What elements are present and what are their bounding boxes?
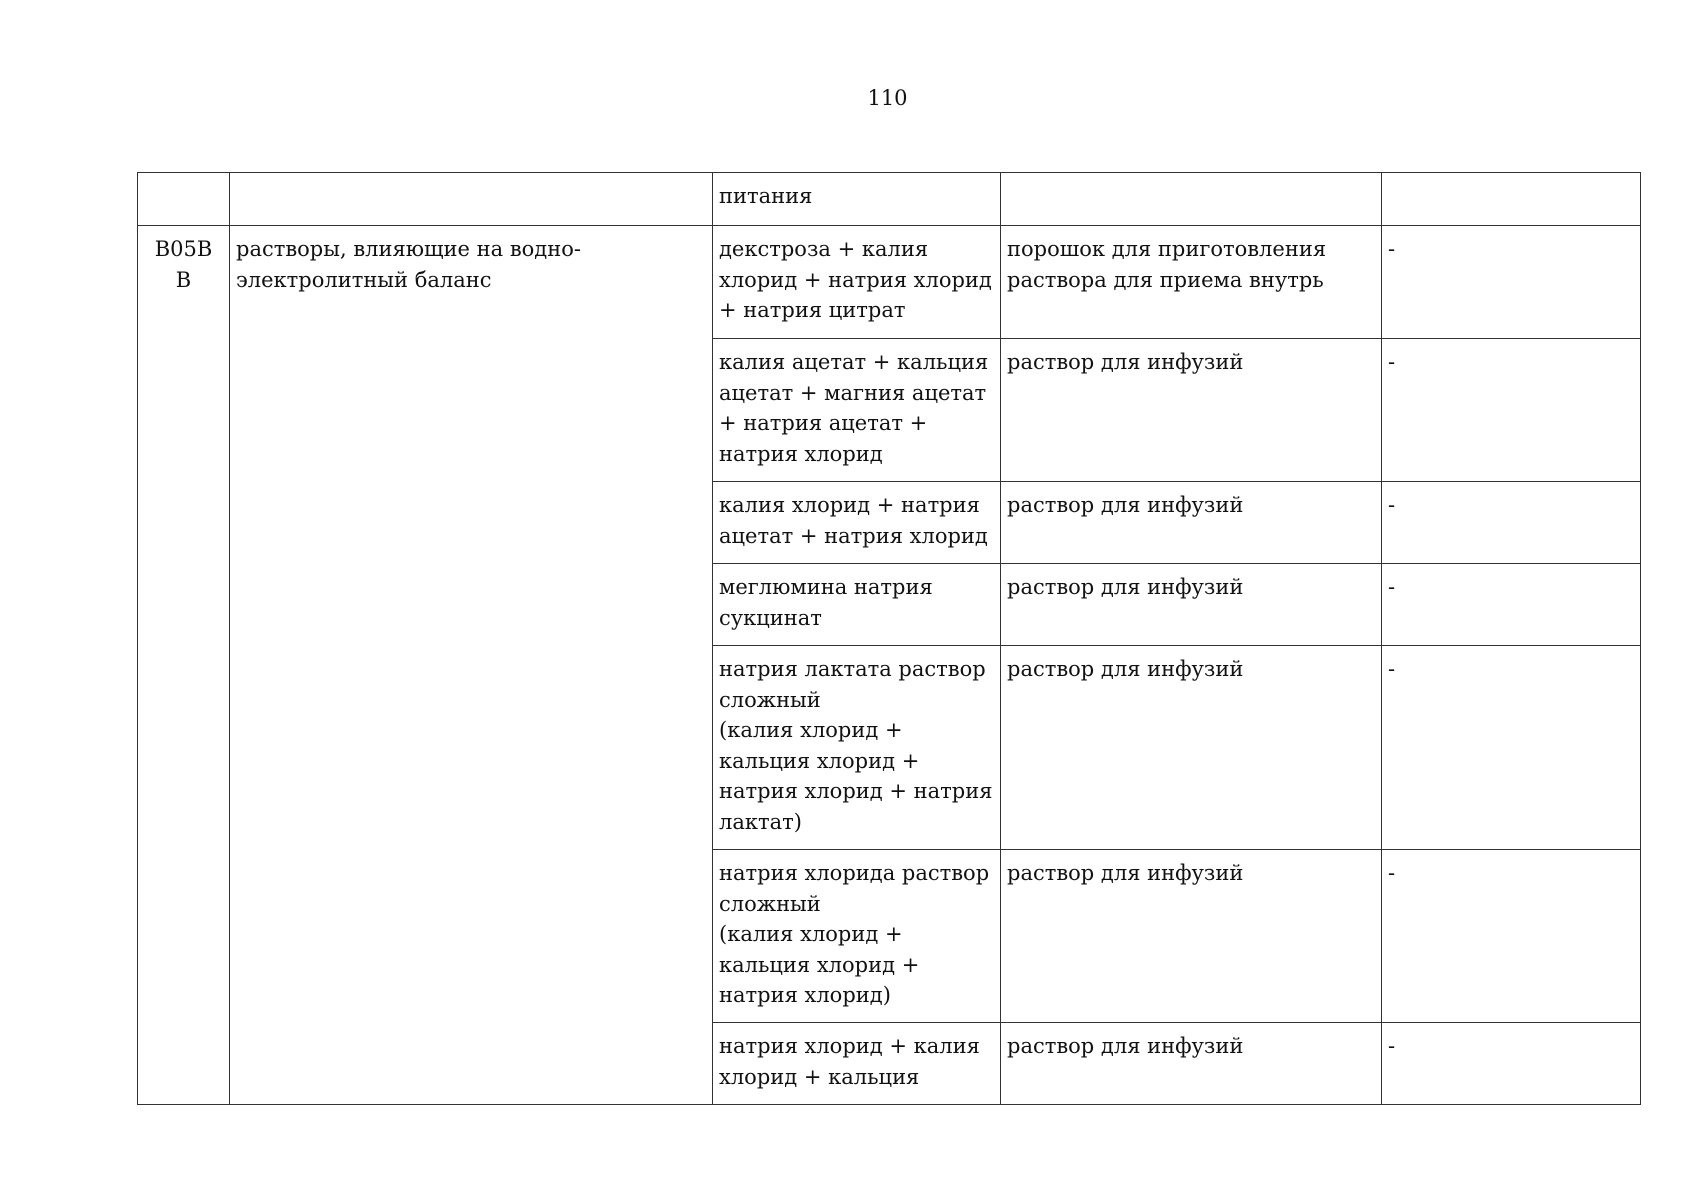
drug-name-cell	[713, 173, 1001, 226]
drug-name-cell	[713, 1023, 1001, 1105]
extra-cell	[1382, 226, 1641, 339]
dosage-form-cell	[1001, 646, 1382, 850]
dosage-form-line: порошок для приготовления	[1007, 237, 1327, 261]
drug-name-line: натрия хлорид + калия	[719, 1034, 980, 1058]
extra-value: -	[1388, 1034, 1396, 1058]
dosage-form-line: раствор для инфузий	[1007, 350, 1244, 374]
drug-list-table	[137, 172, 1641, 1105]
dosage-form-line: раствор для инфузий	[1007, 861, 1244, 885]
drug-name-cell	[713, 850, 1001, 1023]
dosage-form-cell	[1001, 564, 1382, 646]
dosage-form-cell-empty	[1001, 173, 1382, 226]
drug-name-cell	[713, 226, 1001, 339]
extra-value: -	[1388, 237, 1396, 261]
atc-code-cell	[138, 226, 230, 1105]
table-row-continuation	[138, 173, 1641, 226]
drug-name-line: хлорид + кальция	[719, 1064, 920, 1089]
dosage-form-cell	[1001, 482, 1382, 564]
drug-name-cell	[713, 339, 1001, 482]
dosage-form-line: раствор для инфузий	[1007, 575, 1244, 599]
extra-cell	[1382, 850, 1641, 1023]
extra-value: -	[1388, 493, 1396, 517]
drug-name-line: кальция хлорид +	[719, 748, 920, 773]
drug-name-cell	[713, 482, 1001, 564]
drug-name-line: + натрия ацетат +	[719, 411, 928, 435]
table-row	[138, 226, 1641, 339]
dosage-form-line: раствор для инфузий	[1007, 493, 1244, 517]
drug-name-line: кальция хлорид +	[719, 952, 920, 977]
drug-name-text: питания	[719, 184, 813, 208]
atc-code-line: B	[175, 267, 192, 292]
extra-cell-empty	[1382, 173, 1641, 226]
dosage-form-line: раствора для приема внутрь	[1007, 267, 1324, 292]
atc-code-line: B05B	[154, 237, 213, 261]
extra-cell	[1382, 482, 1641, 564]
drug-name-line: сложный	[719, 891, 821, 916]
code-cell-empty	[138, 173, 230, 226]
drug-name-line: калия хлорид + натрия	[719, 493, 980, 517]
drug-name-line: (калия хлорид +	[719, 922, 903, 946]
drug-name-line: натрия хлорид + натрия	[719, 779, 993, 803]
drug-name-line: хлорид + натрия хлорид	[719, 267, 992, 292]
drug-name-line: меглюмина натрия	[719, 575, 933, 599]
drug-name-line: + натрия цитрат	[719, 298, 906, 322]
drug-name-line: ацетат + натрия хлорид	[719, 523, 988, 548]
group-title-line: электролитный баланс	[236, 267, 492, 292]
drug-name-line: сложный	[719, 687, 821, 712]
dosage-form-cell	[1001, 1023, 1382, 1105]
drug-name-line: ацетат + магния ацетат	[719, 380, 987, 405]
dosage-form-line: раствор для инфузий	[1007, 657, 1244, 681]
drug-name-line: калия ацетат + кальция	[719, 350, 989, 374]
drug-name-line: натрия хлорид	[719, 441, 883, 466]
group-cell-empty	[230, 173, 713, 226]
drug-name-line: натрия хлорида раствор	[719, 861, 990, 885]
extra-value: -	[1388, 657, 1396, 681]
drug-name-line: декстроза + калия	[719, 237, 929, 261]
extra-cell	[1382, 339, 1641, 482]
drug-name-line: натрия лактата раствор	[719, 657, 986, 681]
drug-name-line: (калия хлорид +	[719, 718, 903, 742]
drug-name-cell	[713, 564, 1001, 646]
dosage-form-line: раствор для инфузий	[1007, 1034, 1244, 1058]
extra-cell	[1382, 564, 1641, 646]
drug-name-line: сукцинат	[719, 605, 822, 630]
extra-cell	[1382, 646, 1641, 850]
group-title-line: растворы, влияющие на водно-	[236, 237, 581, 261]
drug-name-line: лактат)	[719, 809, 802, 834]
dosage-form-cell	[1001, 339, 1382, 482]
extra-cell	[1382, 1023, 1641, 1105]
group-title-cell	[230, 226, 713, 1105]
dosage-form-cell	[1001, 850, 1382, 1023]
extra-value: -	[1388, 350, 1396, 374]
drug-name-line: натрия хлорид)	[719, 983, 891, 1007]
dosage-form-cell	[1001, 226, 1382, 339]
extra-value: -	[1388, 575, 1396, 599]
page-number: 110	[867, 86, 908, 110]
extra-value: -	[1388, 861, 1396, 885]
drug-name-cell	[713, 646, 1001, 850]
